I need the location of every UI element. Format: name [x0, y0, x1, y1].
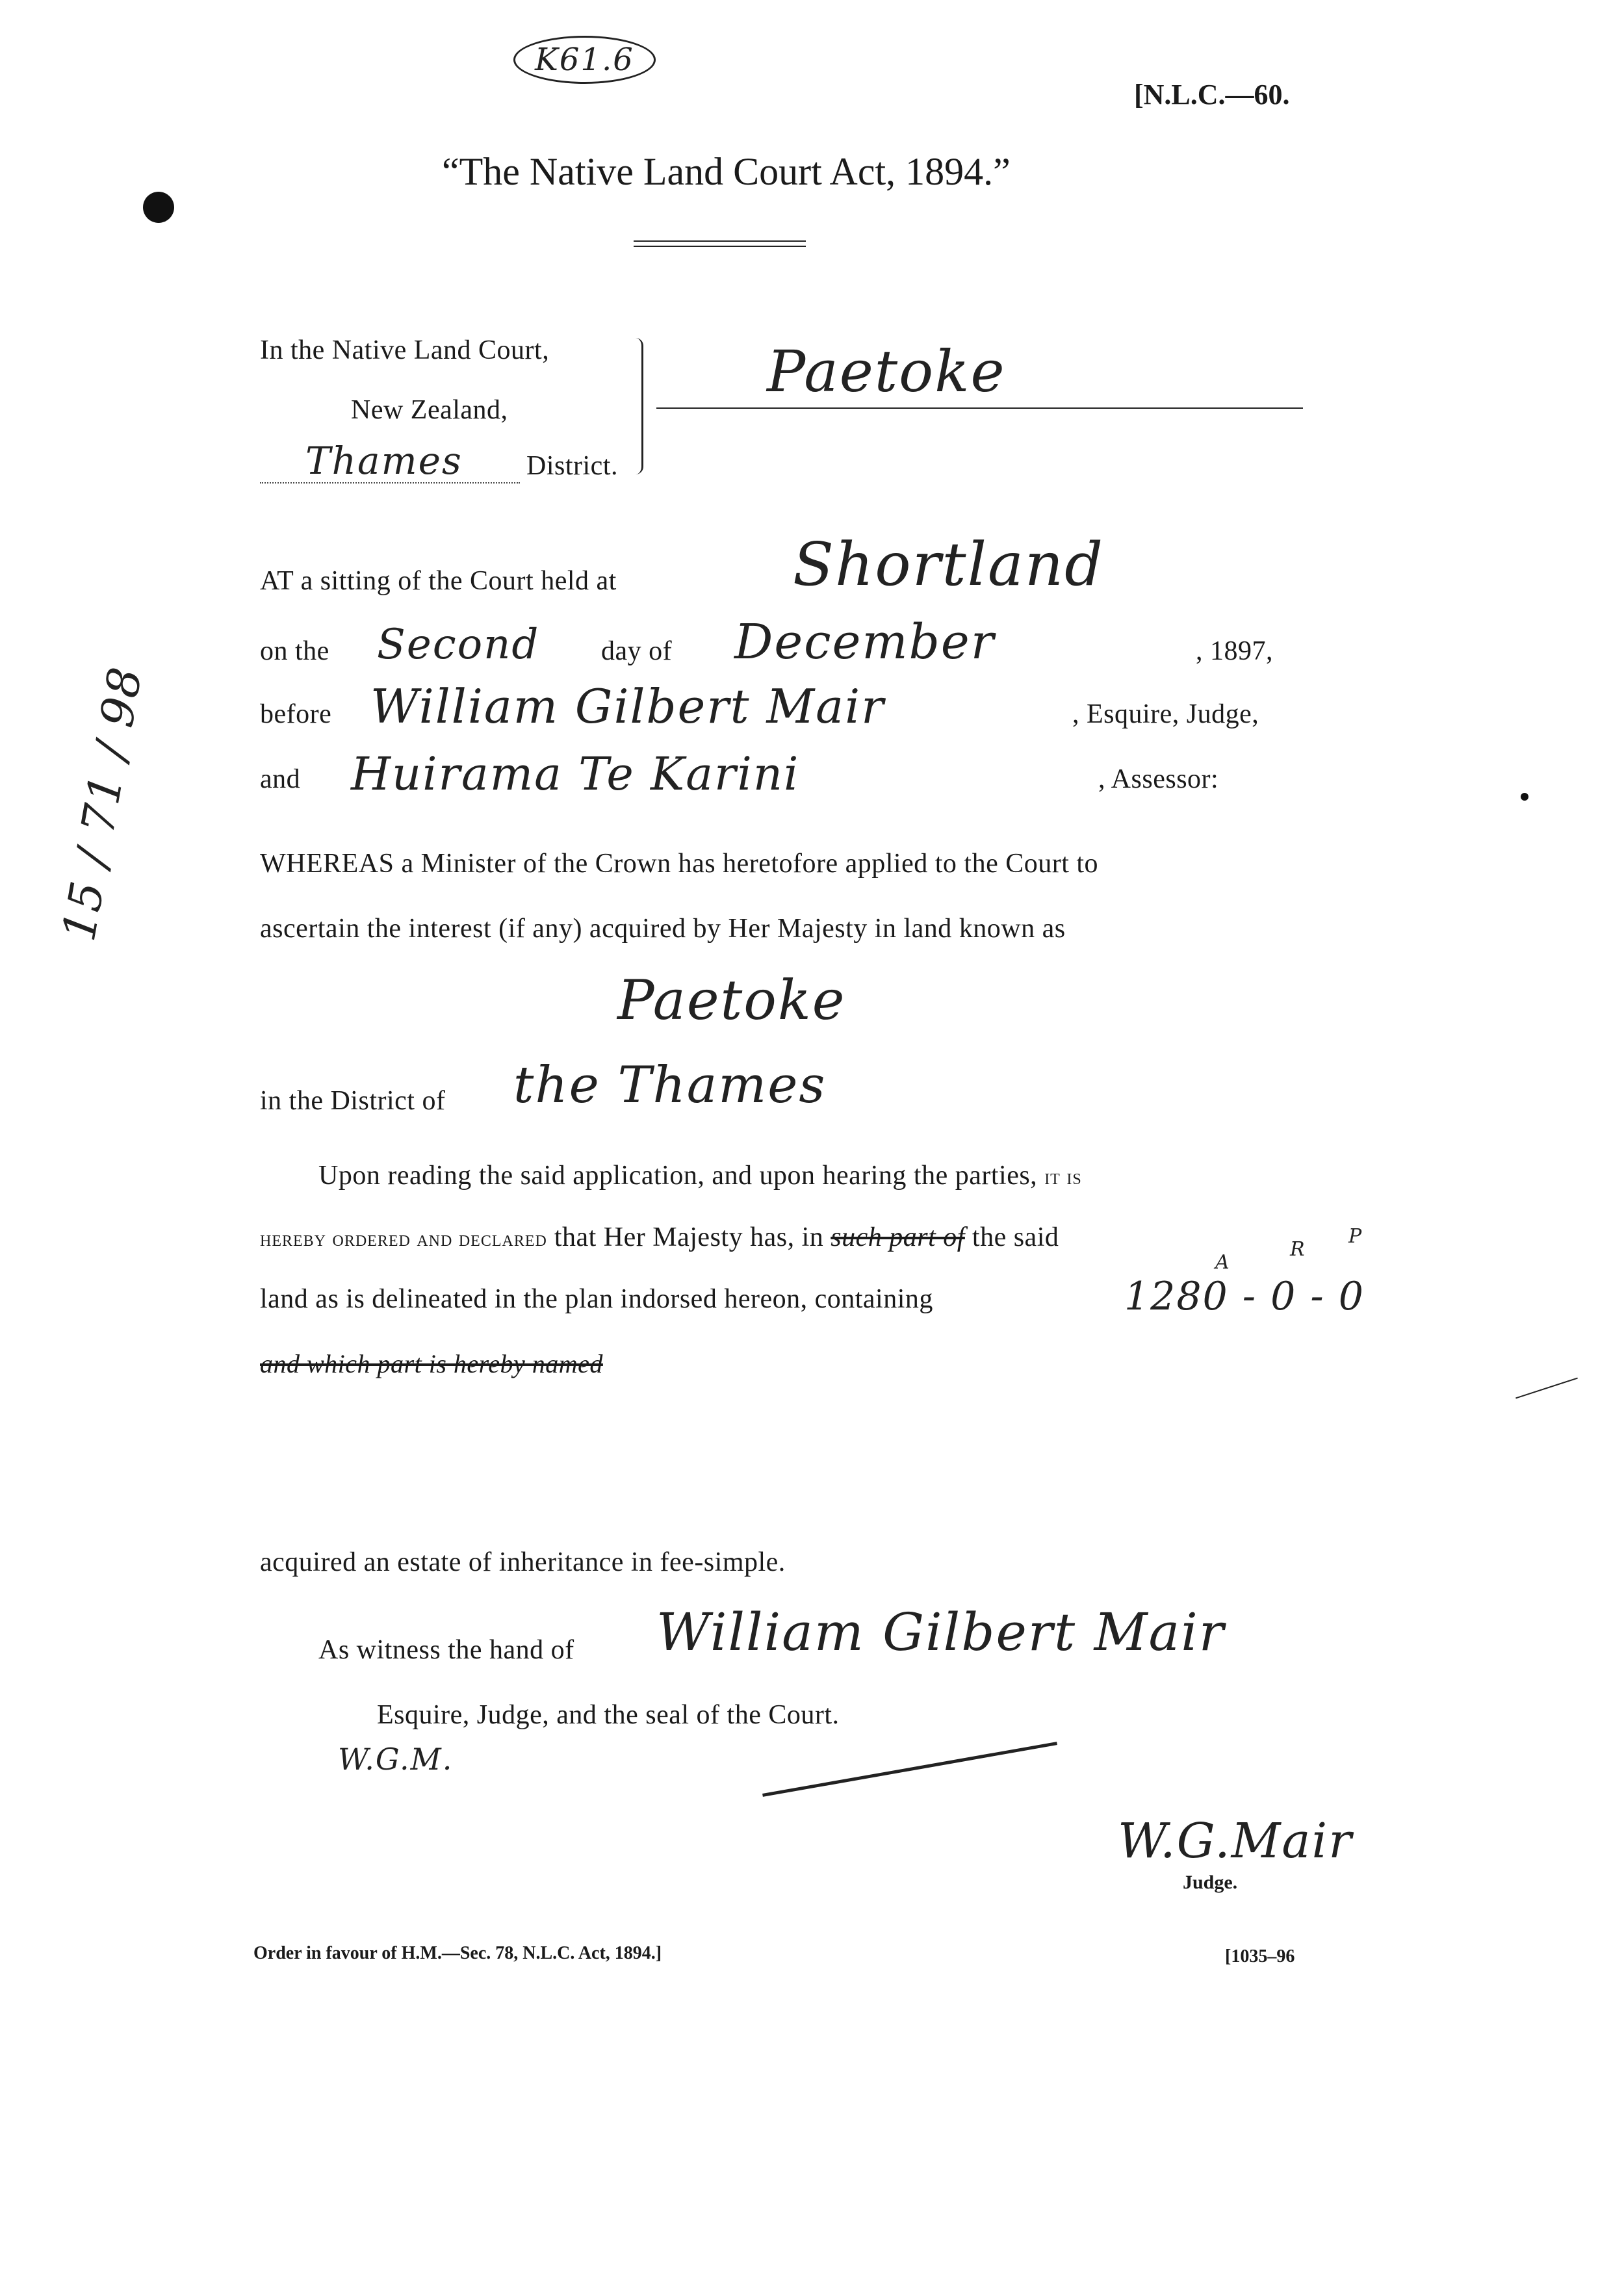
- and-label: and: [260, 764, 301, 794]
- upon-line-1: [318, 1160, 1082, 1191]
- reference-mark: K61.6: [513, 36, 656, 84]
- area-unit-r: R: [1290, 1238, 1306, 1261]
- judge-title: , Esquire, Judge,: [1072, 699, 1259, 729]
- it-is-text: it is: [1044, 1165, 1082, 1189]
- upon-line-3: land as is delineated in the plan indorsed hereon, containing: [260, 1284, 933, 1314]
- area-unit-p: P: [1348, 1225, 1363, 1248]
- acquired-line: acquired an estate of inheritance in fee-simple.: [260, 1547, 786, 1577]
- margin-note: 15 / 71 / 98: [52, 662, 153, 946]
- seal-pen-stroke: [762, 1742, 1057, 1797]
- sitting-day: Second: [377, 621, 540, 669]
- struck-which-part: and which part is hereby named: [260, 1349, 603, 1378]
- land-name: Paetoke: [617, 968, 846, 1032]
- hereby-text: hereby ordered and declared: [260, 1227, 547, 1251]
- sitting-place: Shortland: [793, 530, 1105, 599]
- district-dotted-line: [260, 482, 520, 484]
- on-the-label: on the: [260, 636, 329, 666]
- punch-hole-mark: [143, 192, 174, 223]
- whereas-line-1: WHEREAS a Minister of the Crown has heretofore applied to the Court to: [260, 849, 1099, 879]
- court-line-1: In the Native Land Court,: [260, 335, 550, 365]
- form-code: [N.L.C.—60.: [1134, 79, 1290, 110]
- area-value: 1280 - 0 - 0: [1124, 1274, 1365, 1319]
- assessor-name: Huirama Te Karini: [351, 747, 800, 801]
- witness-intro: As witness the hand of: [318, 1635, 574, 1665]
- majesty-text: that Her Majesty has, in: [554, 1222, 824, 1252]
- district-label: District.: [526, 451, 618, 481]
- before-label: before: [260, 699, 332, 729]
- block-name-line: [656, 407, 1303, 409]
- court-line-2: New Zealand,: [351, 395, 508, 425]
- upon-text: Upon reading the said application, and upon hearing the parties,: [318, 1161, 1038, 1191]
- witness-line-2: Esquire, Judge, and the seal of the Court.: [377, 1700, 840, 1730]
- upon-line-2: [260, 1222, 1059, 1253]
- assessor-title: , Assessor:: [1098, 764, 1219, 794]
- footer-right: [1035–96: [1225, 1946, 1295, 1967]
- sitting-intro-text: AT a sitting of the Court held at: [260, 566, 617, 596]
- footer-left: Order in favour of H.M.—Sec. 78, N.L.C. Act, 1894.]: [253, 1943, 662, 1963]
- court-bracket: [627, 338, 643, 474]
- witness-name: William Gilbert Mair: [656, 1602, 1226, 1662]
- district-handwritten: the Thames: [513, 1056, 827, 1115]
- struck-such-part: such part of: [831, 1222, 965, 1252]
- district-name: Thames: [305, 439, 463, 483]
- sitting-year: , 1897,: [1196, 636, 1273, 666]
- title-rule: [634, 240, 806, 242]
- ink-speck: [1521, 793, 1528, 801]
- area-unit-a: A: [1215, 1251, 1231, 1274]
- sitting-month: December: [734, 614, 996, 670]
- sitting-intro: [260, 565, 617, 597]
- judge-label: Judge.: [1183, 1872, 1238, 1893]
- witness-initials: W.G.M.: [338, 1742, 454, 1777]
- judge-signature: W.G.Mair: [1118, 1813, 1353, 1869]
- act-title: “The Native Land Court Act, 1894.”: [442, 150, 1011, 193]
- block-name: Paetoke: [767, 338, 1006, 405]
- the-said-text: the said: [972, 1222, 1059, 1252]
- title-rule-2: [634, 246, 806, 247]
- margin-pen-stroke: [1515, 1378, 1578, 1399]
- judge-name: William Gilbert Mair: [370, 679, 885, 734]
- district-intro: in the District of: [260, 1086, 446, 1116]
- day-of-label: day of: [601, 636, 673, 666]
- whereas-line-2: ascertain the interest (if any) acquired by Her Majesty in land known as: [260, 914, 1066, 944]
